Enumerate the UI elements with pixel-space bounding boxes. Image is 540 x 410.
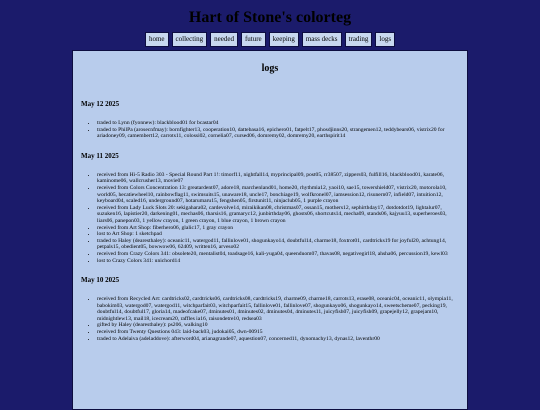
site-title: Hart of Stone's colorteg bbox=[188, 9, 352, 26]
log-entry: • traded to PhilPa (arosecnfmay): bornfighter13, cooperation10, dattebasa16, epichero01, fatpelt17, phosdjinns20, strangemen12, teddybears06, vistrix20 for ariadoney09, camembert12, carrots11, colossi02, cornelia07, cursed06, domremy02, domremy20, earthspirit14 bbox=[97, 127, 459, 140]
nav-keeping-button[interactable]: keeping bbox=[269, 32, 299, 47]
nav-mass-decks-button[interactable]: mass decks bbox=[302, 32, 342, 47]
log-date-heading: May 12 2025 bbox=[81, 100, 120, 108]
log-entry: • received from Lady Luck Slots 20: sekigahara02, cardevolve14, miraikikan08, christmas07, ossan15, mothers12, sephirthday17, dotdotdot19, lightalur07, suzuken16, lapistier20, darkening01, mechas06, tharsis16, gramaryc12, junbirthday06, ghosts06, shortcuts14, mecha09, stands06, kajyuu13, superheroes03, liars06, panepon03, 1 yellow crayon, 1 green crayon, 1 blue crayon, 1 brown crayon bbox=[97, 205, 459, 225]
nav-home-button[interactable]: home bbox=[145, 32, 169, 47]
log-entry: • traded to Haley (dearesthaley): oceanic11, watergod11, fallinlove01, shogunkayo14, doubtful14, charme18, foxtrot01, cardtricks19 for joyful20, achtung14, petpals15, obedient05, bowwow06, 62409, written16, arveso02 bbox=[97, 238, 459, 251]
nav-logs-button[interactable]: logs bbox=[375, 32, 395, 47]
log-date-heading: May 11 2025 bbox=[81, 151, 119, 160]
log-entry: • received from Hi-5 Radio 303 - Special Round Part 1!: timorf11, nightfall14, myprincipal09, post05, rr38507, zippers03, fulfill16, blackblood01, karate06, kaminome06, wallcrusher13, movie07 bbox=[97, 172, 459, 185]
nav-future-button[interactable]: future bbox=[241, 32, 266, 47]
log-entry: • traded to Adelaiva (adeladdove): afterword04, arianagrande07, aquestion07, concerned11, dynomachy13, dynas12, laventhr00 bbox=[97, 336, 459, 343]
content-panel bbox=[72, 50, 468, 410]
log-entry: • received from Crazy Colors 341: obsolete20, mentalist04, toadsage16, kali-yuga04, queenduom07, thavas08, negativegirl18, ahsha06, percussion19, kewl03 bbox=[97, 251, 459, 258]
log-date-heading: May 10 2025 bbox=[81, 276, 120, 285]
log-entry: • received from Recycled Art: cardtricks02, cardtricks06, cardtricks08, cardtricks19, charme09, charme18, carrots13, erase08, oceanic04, oceanic11, olympia11, babokim03, watergod07, watergod11, witchparfait03, witchparfait15, fallinlove01, fallinlove07, shogunkayo06, shogunkayo14, sweetscheme07, pecking19, doubtful14, doubtful17, gloria14, madeofcake07, 4minutes01, 4minutes02, 4minutes04, 4minutes11, juicyfish07, juicyfish09, grapejelly12, grapejam10, midnightlew13, mail18, icecream20, raffles ia16, raisondetre10, redsea03 bbox=[97, 296, 459, 322]
page-title: logs bbox=[261, 63, 279, 74]
nav-collecting-button[interactable]: collecting bbox=[172, 32, 208, 47]
nav-trading-button[interactable]: trading bbox=[345, 32, 373, 47]
log-entry: • gifted by Haley (dearesthaley): ps206, walking10 bbox=[97, 322, 459, 329]
log-entry: • lost to Art Shop: 1 sketchpad bbox=[97, 231, 459, 238]
log-entry: • received from Colors Concentration 13: greatardent07, adore18, marchenland01, home20, rhythmia12, yaoi10, sae15, towershield07, vistrix20, motorola10, world05, hecatiewheel10, rainbowflag11, swimsuits15, unaware18, uncle17, bonchiage19, wolfkronel07, iamsession12, risunern07, infield07, intuition12, keyboard04, scaled16, underground07, hotarumaru15, fengshen05, firstunit11, ninjaclub05, 1 purple crayon bbox=[97, 185, 459, 205]
log-list bbox=[81, 172, 459, 264]
log-list bbox=[81, 120, 459, 140]
nav-needed-button[interactable]: needed bbox=[210, 32, 238, 47]
log-entry: • traded to Lynn (fyonnew): blackblood01 for bcastar04 bbox=[97, 120, 459, 127]
log-entry: • lost to Crazy Colors 341: unichord14 bbox=[97, 258, 459, 265]
log-entry: • received from Twenty Questions 043: laid-back03, judokai05, dwn-00915 bbox=[97, 329, 459, 336]
main-nav bbox=[0, 32, 540, 47]
log-list bbox=[81, 296, 459, 342]
log-entry: • received from Art Shop: fiberhero06, glalic17, 1 gray crayon bbox=[97, 225, 459, 232]
